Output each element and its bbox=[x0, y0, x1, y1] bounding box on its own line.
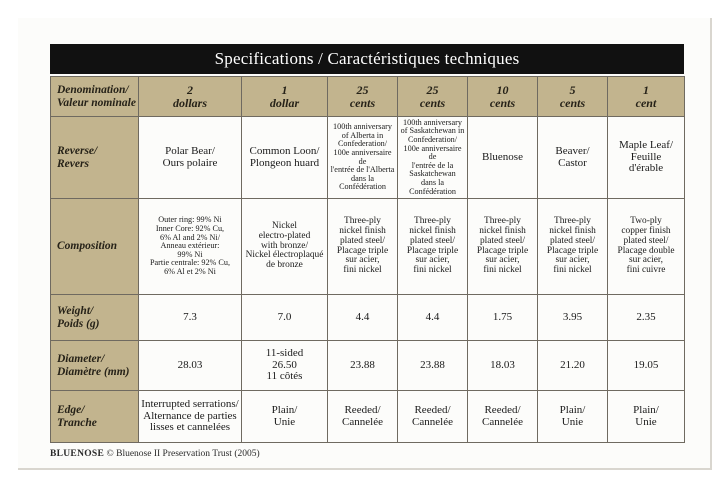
cell-line: 2.35 bbox=[636, 310, 656, 323]
cell-line: Three-ply bbox=[344, 215, 381, 226]
row-label-line: Poids (g) bbox=[57, 317, 100, 330]
cell-line: of Saskatchewan in bbox=[400, 126, 465, 136]
cell-line: nickel finish bbox=[479, 225, 526, 236]
row-label-line: Weight/ bbox=[57, 305, 94, 318]
cell-line: dollars bbox=[172, 95, 207, 110]
cell-line: 100th anniversary bbox=[333, 122, 392, 132]
cell-line: 28.03 bbox=[177, 358, 203, 371]
cell-line: Alternance de parties bbox=[143, 409, 237, 422]
cell-line: 100e anniversaire de bbox=[333, 147, 392, 166]
cell-line: 5 bbox=[569, 82, 576, 97]
weight-cell bbox=[139, 295, 242, 341]
denomination-cell bbox=[538, 77, 608, 117]
cell-line: 25 bbox=[356, 82, 369, 97]
cell-line: 100th anniversary bbox=[403, 117, 462, 127]
cell-line: plated steel/ bbox=[409, 235, 456, 246]
cell-line: lisses et cannelées bbox=[149, 421, 231, 434]
cell-line: Placage triple bbox=[546, 245, 599, 256]
cell-line: Unie bbox=[561, 415, 584, 428]
cell-line: sur acier, bbox=[555, 255, 590, 266]
composition-cell bbox=[139, 199, 242, 295]
table-row-edge bbox=[51, 391, 685, 443]
cell-line: nickel finish bbox=[409, 225, 456, 236]
cell-line: Castor bbox=[558, 156, 587, 169]
diameter-cell bbox=[242, 341, 328, 391]
cell-line: 2 bbox=[187, 82, 193, 97]
row-label-line: Tranche bbox=[57, 416, 97, 429]
edge-cell bbox=[538, 391, 608, 443]
cell-line: Reeded/ bbox=[414, 403, 451, 416]
table-row-reverse bbox=[51, 117, 685, 199]
weight-cell bbox=[538, 295, 608, 341]
weight-cell bbox=[468, 295, 538, 341]
cell-line: 26.50 bbox=[272, 358, 297, 371]
table-row-diameter bbox=[51, 341, 685, 391]
cell-line: cents bbox=[489, 95, 516, 110]
row-label-line: Diamètre (mm) bbox=[57, 365, 130, 378]
cell-line: Maple Leaf/ bbox=[618, 139, 674, 152]
weight-cell bbox=[328, 295, 398, 341]
cell-line: 1 bbox=[281, 82, 288, 97]
cell-line: Unie bbox=[635, 415, 657, 428]
cell-line: Three-ply bbox=[554, 215, 591, 226]
specifications-table bbox=[50, 76, 685, 443]
cell-line: sur acier, bbox=[345, 255, 380, 266]
edge-cell bbox=[139, 391, 242, 443]
cell-line: Placage triple bbox=[406, 245, 459, 256]
cell-line: 23.88 bbox=[350, 358, 375, 371]
row-label-line: Composition bbox=[57, 240, 118, 253]
composition-cell bbox=[242, 199, 328, 295]
cell-line: fini cuivre bbox=[626, 265, 666, 276]
composition-cell bbox=[398, 199, 468, 295]
denomination-cell bbox=[468, 77, 538, 117]
cell-line: Common Loon/ bbox=[249, 144, 320, 157]
cell-line: fini nickel bbox=[553, 265, 592, 276]
cell-line: Confederation/ bbox=[337, 139, 388, 149]
row-label-line: Valeur nominale bbox=[57, 96, 136, 109]
row-label-line: Revers bbox=[57, 157, 89, 170]
cell-line: Placage triple bbox=[336, 245, 389, 256]
edge-cell bbox=[398, 391, 468, 443]
denomination-cell bbox=[139, 77, 242, 117]
cell-line: fini nickel bbox=[343, 265, 382, 276]
cell-line: 23.88 bbox=[420, 358, 445, 371]
cell-line: cent bbox=[635, 95, 657, 110]
cell-line: Placage double bbox=[617, 245, 675, 256]
cell-line: 1 bbox=[643, 82, 649, 97]
cell-line: Bluenose bbox=[482, 150, 523, 163]
cell-line: 11-sided bbox=[265, 347, 304, 360]
cell-line: 6% Al and 2% Ni/ bbox=[159, 232, 221, 242]
cell-line: Reeded/ bbox=[344, 403, 381, 416]
cell-line: Two-ply bbox=[630, 215, 662, 226]
denomination-cell bbox=[398, 77, 468, 117]
cell-line: dollar bbox=[269, 95, 300, 110]
cell-line: 11 côtés bbox=[266, 370, 303, 383]
denomination-cell bbox=[608, 77, 685, 117]
cell-line: de bronze bbox=[266, 260, 303, 271]
table-row-weight bbox=[51, 295, 685, 341]
diameter-cell bbox=[608, 341, 685, 391]
row-label-line: Edge/ bbox=[57, 404, 85, 417]
row-label-composition bbox=[51, 199, 139, 295]
cell-line: Plain/ bbox=[271, 403, 298, 416]
reverse-cell bbox=[328, 117, 398, 199]
cell-line: electro-plated bbox=[258, 230, 311, 241]
edge-cell bbox=[242, 391, 328, 443]
cell-line: Outer ring: 99% Ni bbox=[158, 215, 222, 225]
cell-line: 4.4 bbox=[425, 310, 440, 323]
cell-line: Plongeon huard bbox=[249, 156, 320, 169]
weight-cell bbox=[242, 295, 328, 341]
table-row-denomination bbox=[51, 77, 685, 117]
cell-line: copper finish bbox=[621, 225, 671, 236]
diameter-cell bbox=[538, 341, 608, 391]
row-label-line: Diameter/ bbox=[57, 353, 105, 366]
weight-cell bbox=[398, 295, 468, 341]
composition-cell bbox=[468, 199, 538, 295]
cell-line: d'érable bbox=[628, 162, 664, 175]
cell-line: plated steel/ bbox=[623, 235, 669, 246]
cell-line: Reeded/ bbox=[484, 403, 521, 416]
cell-line: Feuille bbox=[630, 150, 662, 163]
table-title: Specifications / Caractéristiques techniques bbox=[50, 44, 684, 74]
cell-line: Cannelée bbox=[342, 415, 383, 428]
edge-cell bbox=[608, 391, 685, 443]
cell-line: fini nickel bbox=[483, 265, 522, 276]
edge-cell bbox=[328, 391, 398, 443]
cell-line: Interrupted serrations/ bbox=[141, 398, 239, 411]
cell-line: 6% Al et 2% Ni bbox=[164, 267, 216, 277]
cell-line: Partie centrale: 92% Cu, bbox=[149, 258, 231, 268]
cell-line: Placage triple bbox=[476, 245, 529, 256]
cell-line: nickel finish bbox=[549, 225, 596, 236]
cell-line: Ours polaire bbox=[162, 156, 218, 169]
copyright-footer bbox=[50, 449, 260, 459]
cell-line: 18.03 bbox=[490, 358, 515, 371]
composition-cell bbox=[538, 199, 608, 295]
row-label-diameter bbox=[51, 341, 139, 391]
cell-line: Inner Core: 92% Cu, bbox=[155, 223, 225, 233]
diameter-cell bbox=[328, 341, 398, 391]
row-label-line: Reverse/ bbox=[57, 145, 98, 158]
cell-line: 100e anniversaire de bbox=[403, 143, 462, 162]
cell-line: Polar Bear/ bbox=[165, 144, 215, 157]
reverse-cell bbox=[538, 117, 608, 199]
edge-cell bbox=[468, 391, 538, 443]
cell-line: Beaver/ bbox=[555, 144, 590, 157]
cell-line: fini nickel bbox=[413, 265, 452, 276]
cell-line: nickel finish bbox=[339, 225, 386, 236]
footer-brand: BLUENOSE bbox=[50, 449, 105, 459]
reverse-cell bbox=[468, 117, 538, 199]
cell-line: 7.3 bbox=[183, 310, 197, 323]
cell-line: l'entrée de la Saskatchewan bbox=[409, 160, 456, 179]
cell-line: 99% Ni bbox=[177, 249, 203, 259]
cell-line: sur acier, bbox=[629, 255, 663, 266]
diameter-cell bbox=[468, 341, 538, 391]
row-label-line: Denomination/ bbox=[57, 84, 129, 97]
cell-line: dans la Confédération bbox=[339, 173, 386, 192]
diameter-cell bbox=[398, 341, 468, 391]
cell-line: of Alberta in bbox=[341, 130, 384, 140]
cell-line: l'entrée de l'Alberta bbox=[330, 165, 395, 175]
cell-line: Three-ply bbox=[414, 215, 451, 226]
composition-cell bbox=[608, 199, 685, 295]
cell-line: 21.20 bbox=[560, 358, 585, 371]
cell-line: 7.0 bbox=[277, 310, 292, 323]
cell-line: 1.75 bbox=[492, 310, 513, 323]
row-label-weight bbox=[51, 295, 139, 341]
denomination-cell bbox=[328, 77, 398, 117]
reverse-cell bbox=[242, 117, 328, 199]
cell-line: plated steel/ bbox=[479, 235, 526, 246]
cell-line: Anneau extérieur: bbox=[160, 241, 220, 251]
reverse-cell bbox=[398, 117, 468, 199]
cell-line: 25 bbox=[426, 82, 439, 97]
cell-line: Unie bbox=[273, 415, 296, 428]
reverse-cell bbox=[608, 117, 685, 199]
cell-line: 10 bbox=[496, 82, 509, 97]
cell-line: 19.05 bbox=[633, 358, 659, 371]
cell-line: Nickel bbox=[272, 220, 297, 231]
cell-line: cents bbox=[419, 95, 446, 110]
cell-line: dans la Confédération bbox=[409, 178, 456, 196]
cell-line: Plain/ bbox=[559, 403, 586, 416]
diameter-cell bbox=[139, 341, 242, 391]
cell-line: Confederation/ bbox=[407, 134, 458, 144]
cell-line: cents bbox=[559, 95, 586, 110]
cell-line: plated steel/ bbox=[339, 235, 386, 246]
cell-line: Three-ply bbox=[484, 215, 521, 226]
weight-cell bbox=[608, 295, 685, 341]
cell-line: sur acier, bbox=[485, 255, 520, 266]
row-label-denomination bbox=[51, 77, 139, 117]
reverse-cell bbox=[139, 117, 242, 199]
cell-line: Nickel électroplaqué bbox=[245, 250, 324, 261]
cell-line: 4.4 bbox=[355, 310, 370, 323]
row-label-reverse bbox=[51, 117, 139, 199]
cell-line: plated steel/ bbox=[549, 235, 596, 246]
cell-line: Cannelée bbox=[412, 415, 453, 428]
cell-line: Plain/ bbox=[633, 403, 659, 416]
cell-line: with bronze/ bbox=[260, 240, 309, 251]
cell-line: Cannelée bbox=[482, 415, 523, 428]
cell-line: sur acier, bbox=[415, 255, 450, 266]
cell-line: cents bbox=[349, 95, 376, 110]
denomination-cell bbox=[242, 77, 328, 117]
cell-line: 3.95 bbox=[562, 310, 583, 323]
composition-cell bbox=[328, 199, 398, 295]
table-row-composition bbox=[51, 199, 685, 295]
footer-copyright: © Bluenose II Preservation Trust (2005) bbox=[106, 449, 260, 459]
row-label-edge bbox=[51, 391, 139, 443]
